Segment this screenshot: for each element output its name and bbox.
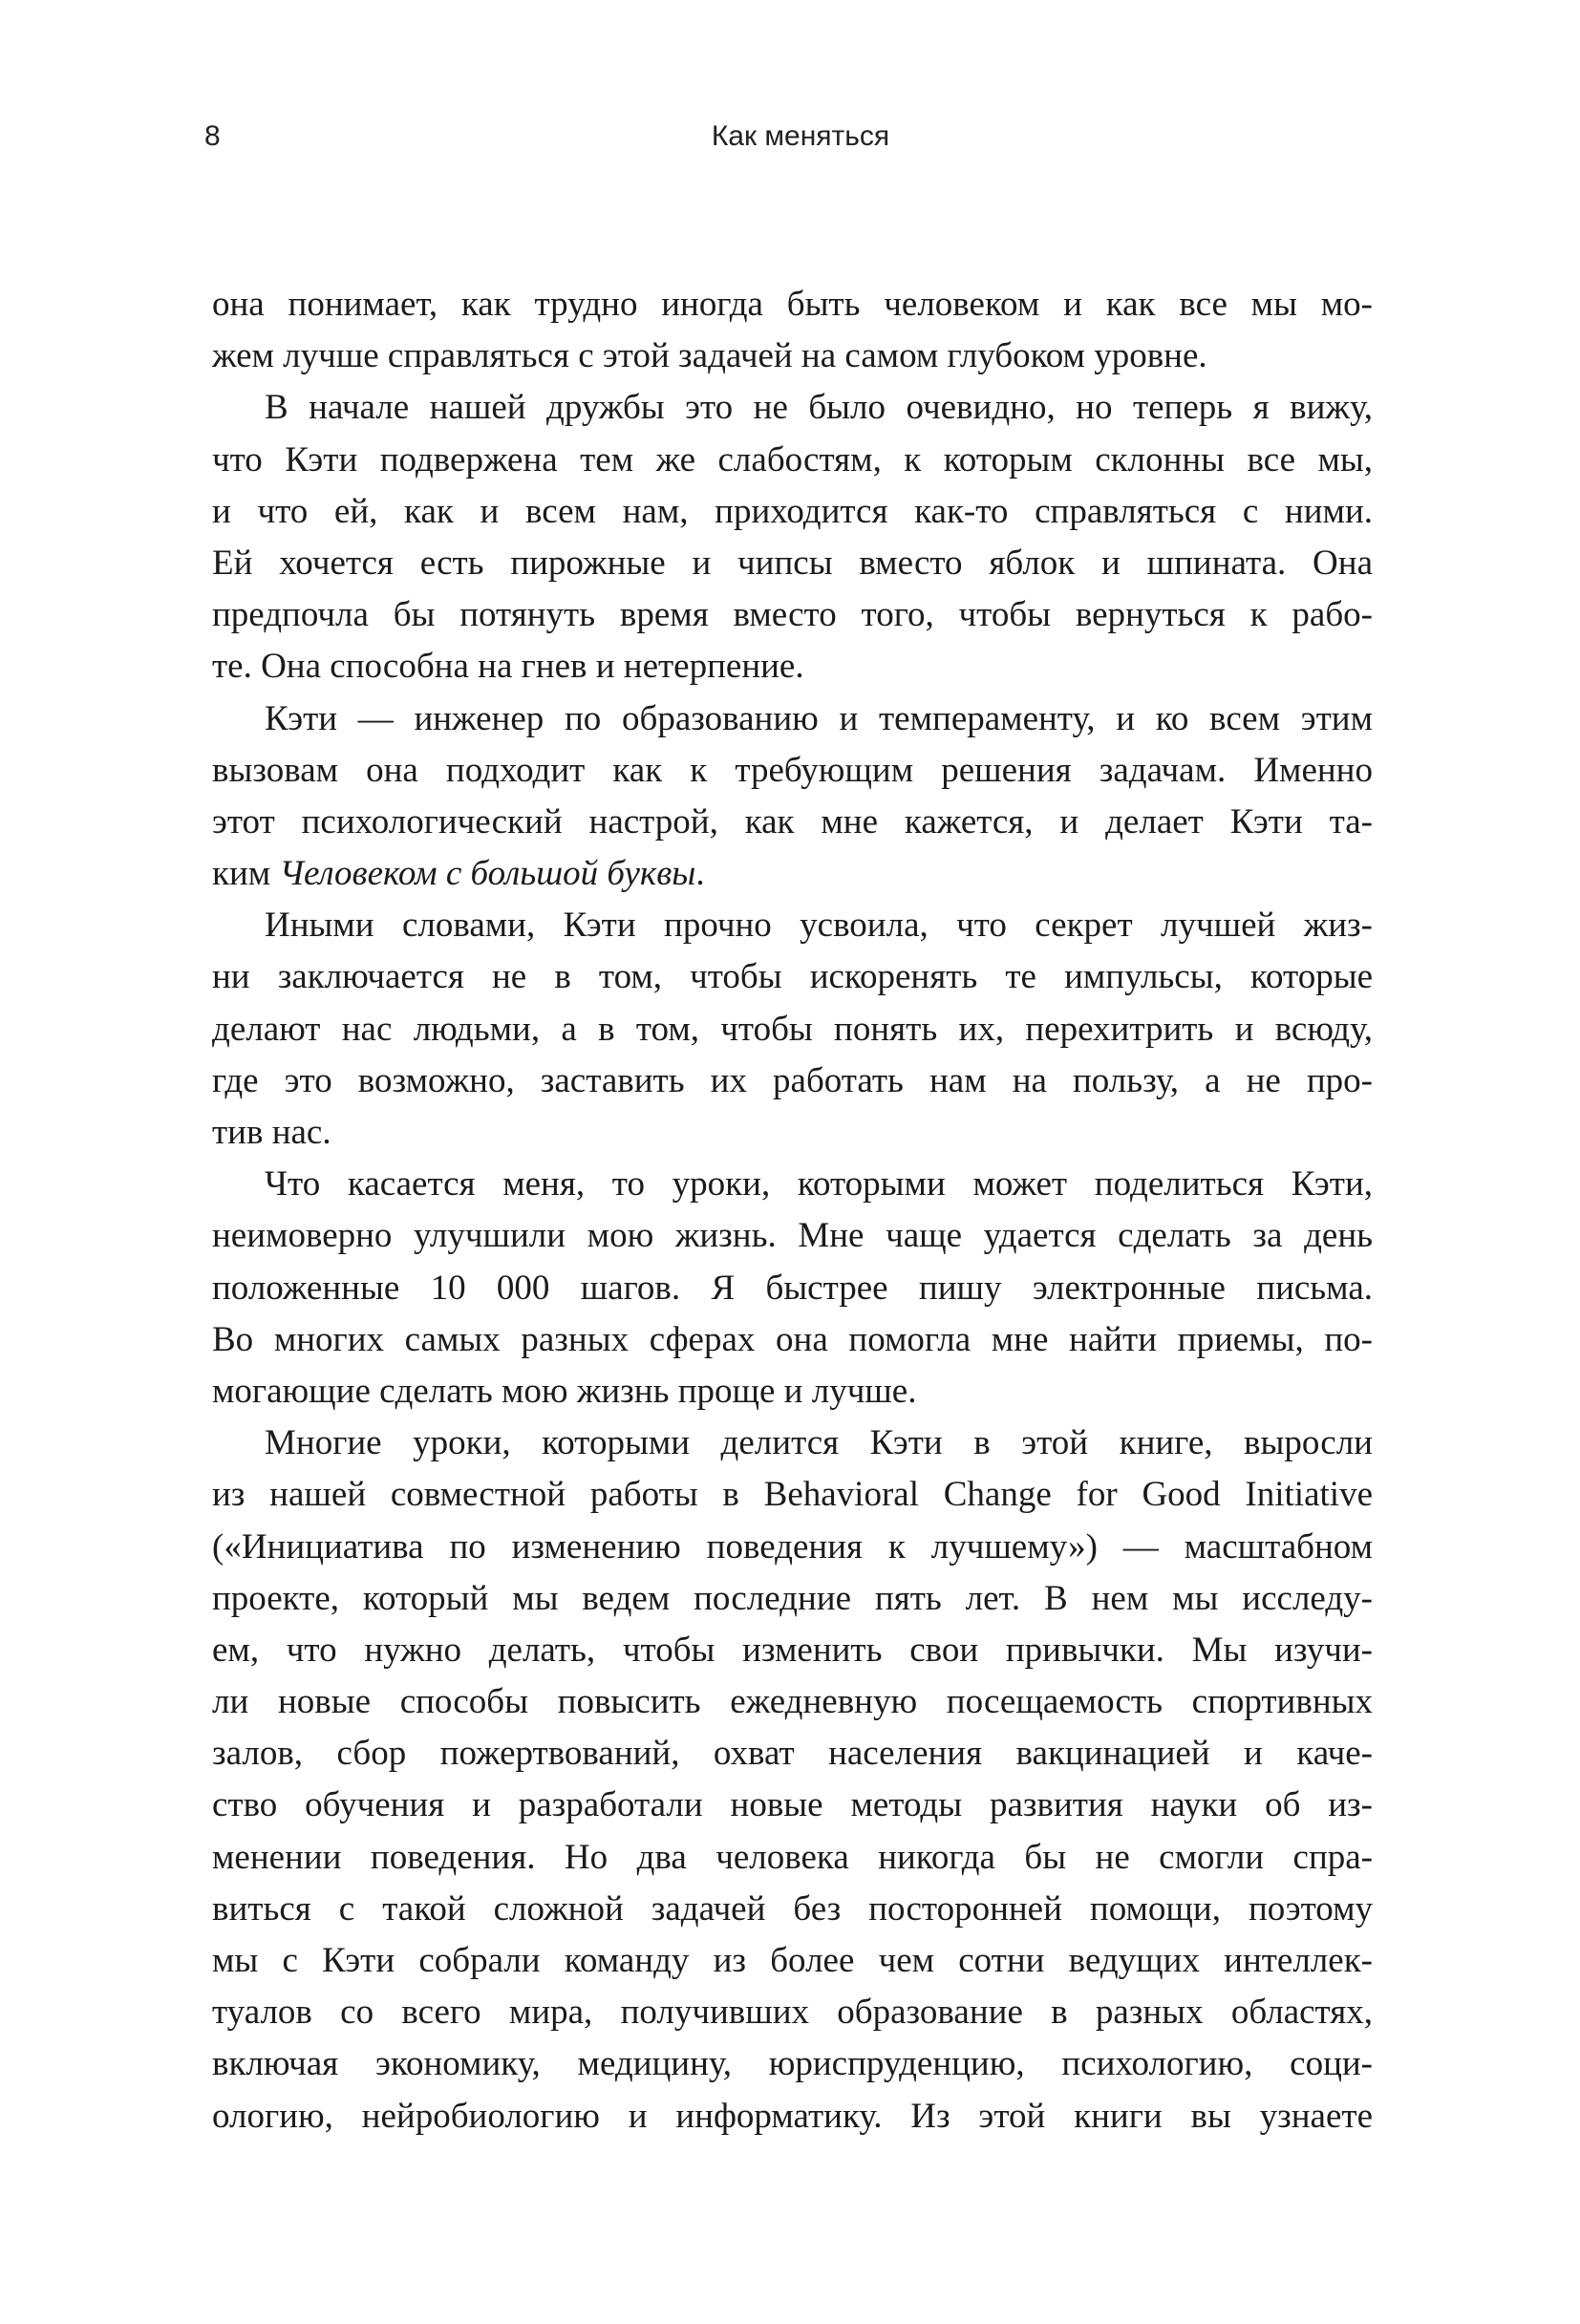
text-line: ство обучения и разработали новые методы развития науки об из-: [212, 1785, 1373, 1825]
page-number: 8: [204, 120, 221, 152]
text-line: ни заключается не в том, чтобы искоренять те импульсы, которые: [212, 957, 1373, 997]
text-line: этот психологический настрой, как мне кажется, и делает Кэти та-: [212, 801, 1373, 842]
text-line: она понимает, как трудно иногда быть человеком и как все мы мо-: [212, 285, 1373, 324]
paragraph-start-line: Многие уроки, которыми делится Кэти в этой книге, выросли: [265, 1423, 1373, 1463]
text-line: и что ей, как и всем нам, приходится как-то справляться с ними.: [212, 491, 1373, 531]
text-fragment: ким: [212, 854, 280, 894]
text-line: включая экономику, медицину, юриспруденцию, психологию, соци-: [212, 2044, 1373, 2084]
text-line: неимоверно улучшили мою жизнь. Мне чаще удается сделать за день: [212, 1216, 1373, 1256]
text-line: из нашей совместной работы в Behavioral Change for Good Initiative: [212, 1475, 1373, 1515]
text-line: («Инициатива по изменению поведения к лучшему») — масштабном: [212, 1526, 1373, 1567]
text-line: мы с Кэти собрали команду из более чем сотни ведущих интеллек-: [212, 1941, 1373, 1980]
text-fragment: .: [695, 854, 705, 894]
paragraph-start-line: Что касается меня, то уроки, которыми может поделиться Кэти,: [265, 1164, 1373, 1205]
text-line: Ей хочется есть пирожные и чипсы вместо яблок и шпината. Она: [212, 543, 1373, 583]
text-line: что Кэти подвержена тем же слабостям, к которым склонны все мы,: [212, 439, 1373, 480]
text-line: предпочла бы потянуть время вместо того, чтобы вернуться к рабо-: [212, 595, 1373, 635]
text-line: ли новые способы повысить ежедневную посещаемость спортивных: [212, 1682, 1373, 1722]
text-line: [212, 848, 1373, 900]
italic-emphasis: Человеком с большой буквы: [279, 854, 696, 894]
text-line: Во многих самых разных сферах она помогла мне найти приемы, по-: [212, 1319, 1373, 1359]
text-line: виться с такой сложной задачей без посторонней помощи, поэтому: [212, 1888, 1373, 1929]
text-line: делают нас людьми, а в том, чтобы понять их, перехитрить и всюду,: [212, 1009, 1373, 1049]
paragraph-start-line: Иными словами, Кэти прочно усвоила, что секрет лучшей жиз-: [265, 906, 1373, 946]
text-line: тив нас.: [212, 1113, 331, 1152]
text-line: положенные 10 000 шагов. Я быстрее пишу электронные письма.: [212, 1268, 1373, 1308]
text-line: проекте, который мы ведем последние пять лет. В нем мы исследу-: [212, 1578, 1373, 1618]
text-line: могающие сделать мою жизнь проще и лучше.: [212, 1371, 917, 1411]
text-line: туалов со всего мира, получивших образование в разных областях,: [212, 1993, 1373, 2033]
paragraph-start-line: Кэти — инженер по образованию и темпераменту, и ко всем этим: [265, 698, 1373, 738]
body-text: [212, 279, 1373, 2143]
paragraph-start-line: В начале нашей дружбы это не было очевидно, но теперь я вижу,: [265, 388, 1373, 428]
text-line: жем лучше справляться с этой задачей на самом глубоком уровне.: [212, 336, 1207, 376]
text-line: те. Она способна на гнев и нетерпение.: [212, 647, 804, 687]
text-line: где это возможно, заставить их работать нам на пользу, а не про-: [212, 1060, 1373, 1100]
text-line: вызовам она подходит как к требующим решения задачам. Именно: [212, 750, 1373, 790]
text-line: менении поведения. Но два человека никогда бы не смогли спра-: [212, 1837, 1373, 1877]
text-line: ологию, нейробиологию и информатику. Из этой книги вы узнаете: [212, 2096, 1373, 2136]
running-title: Как меняться: [711, 120, 890, 152]
text-line: залов, сбор пожертвований, охват населения вакцинацией и каче-: [212, 1734, 1373, 1774]
text-line: ем, что нужно делать, чтобы изменить свои привычки. Мы изучи-: [212, 1630, 1373, 1670]
running-head: [204, 120, 1381, 159]
